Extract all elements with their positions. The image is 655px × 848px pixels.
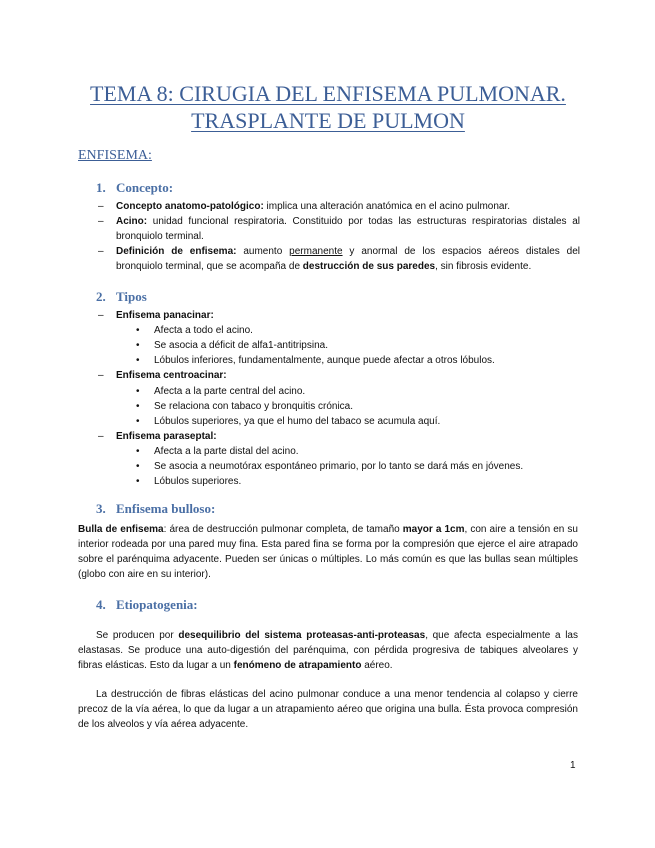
item-text: aumento [236,246,290,257]
bullet-item [136,474,576,489]
item-text: , sin fibrosis evidente. [435,261,532,272]
heading-number: 4. [96,597,106,612]
item-term: Concepto anatomo-patológico: [116,201,264,212]
item-term: Definición de enfisema: [116,246,237,257]
bullet-item [136,459,576,474]
bullet-text: Lóbulos superiores. [154,476,242,487]
bullet-text: Se asocia a déficit de alfa1-antitripsina. [154,340,328,351]
type-label [98,429,217,444]
type-name: Enfisema paraseptal: [116,431,217,442]
item-text: y anormal de los espacios aéreos distales del bronquiolo terminal, que se acompaña de [116,246,580,272]
bullet-item [136,323,576,338]
item-term: Acino: [116,216,148,227]
bullet-item [136,444,576,459]
bullet-item [136,399,576,414]
list-item [98,244,580,274]
dash-marker: – [98,310,104,321]
bullet-text: Afecta a todo el acino. [154,325,253,336]
list-item [98,214,580,244]
dash-marker: – [98,216,104,227]
page-number: 1 [570,760,576,771]
document-title [78,80,578,134]
heading-number: 1. [96,180,106,195]
dash-marker: – [98,431,104,442]
bullet-item [136,414,576,429]
paragraph-text: , que afecta especialmente a las elastasas. Se produce una auto-digestión del parénquima, con pérdida progresiva de tabiques alveolares y fibras elásticas. Esto da lugar a un [78,630,578,671]
heading-etiopatogenia [96,597,198,613]
bullet-text: Lóbulos superiores, ya que el humo del tabaco se acumula aquí. [154,416,441,427]
type-name: Enfisema centroacinar: [116,370,227,381]
paragraph-text: Se producen por [96,630,179,641]
title-line-1: TEMA 8: CIRUGIA DEL ENFISEMA PULMONAR. [90,81,566,106]
bullet-text: Se asocia a neumotórax espontáneo primario, por lo tanto se dará más en jóvenes. [154,461,524,472]
bullet-text: Se relaciona con tabaco y bronquitis crónica. [154,401,354,412]
type-label [98,368,227,383]
heading-text: Concepto: [116,180,174,195]
heading-text: Enfisema bulloso: [116,501,216,516]
item-bold: destrucción de sus paredes [302,261,436,272]
heading-tipos [96,289,147,305]
dash-marker: – [98,246,104,257]
item-text: implica una alteración anatómica en el acino pulmonar. [263,201,511,212]
bullet-text: Afecta a la parte central del acino. [154,386,306,397]
paragraph-term: Bulla de enfisema [78,524,164,535]
paragraph-text: , con aire a tensión en su interior rodeada por una pared muy fina. Esta pared fina se forma por la compresión que ejerce el aire atrapado sobre el parénquima adyacente. Pueden ser únicas o múltiples. Lo más común es que las bullas sean múltiples (globo con aire en su interior). [78,524,578,580]
paragraph-bold: desequilibrio del sistema proteasas-anti-proteasas [178,630,426,641]
paragraph-text: : área de destrucción pulmonar completa, de tamaño [163,524,403,535]
dash-marker: – [98,201,104,212]
paragraph-text: aéreo. [361,660,393,671]
paragraph-etiopatogenia-2: La destrucción de fibras elásticas del acino pulmonar conduce a una menor tendencia al colapso y cierre precoz de la vía aérea, lo que da lugar a un atrapamiento aéreo que origina una bulla. Ésta provoca compresión de los alveolos y vía aérea adyacente. [78,689,578,730]
heading-text: Tipos [116,289,147,304]
paragraph-bold: fenómeno de atrapamiento [233,660,362,671]
bullet-item [136,338,576,353]
bullet-text: Lóbulos inferiores, fundamentalmente, aunque puede afectar a otros lóbulos. [154,355,495,366]
bullet-marker: • [136,446,140,457]
bullet-marker: • [136,416,140,427]
section-heading: ENFISEMA: [78,148,152,163]
heading-number: 3. [96,501,106,516]
bullet-marker: • [136,340,140,351]
paragraph-bulla [78,522,578,582]
list-item [98,199,580,214]
bullet-item [136,353,576,368]
bullet-item [136,384,576,399]
bullet-marker: • [136,355,140,366]
type-label [98,308,214,323]
bullet-marker: • [136,461,140,472]
dash-marker: – [98,370,104,381]
bullet-marker: • [136,325,140,336]
title-line-2: TRASPLANTE DE PULMON [191,108,465,133]
bullet-text: Afecta a la parte distal del acino. [154,446,299,457]
heading-enfisema-bulloso [96,501,215,517]
bullet-marker: • [136,386,140,397]
type-name: Enfisema panacinar: [116,310,214,321]
bullet-marker: • [136,401,140,412]
item-underlined: permanente [289,246,343,257]
paragraph-etiopatogenia-1 [78,628,578,673]
bullet-marker: • [136,476,140,487]
heading-number: 2. [96,289,106,304]
item-text: unidad funcional respiratoria. Constituido por todas las estructuras respiratorias distales al bronquiolo terminal. [116,216,580,242]
heading-text: Etiopatogenia: [116,597,198,612]
paragraph-bold: mayor a 1cm [402,524,465,535]
heading-concepto [96,180,173,196]
